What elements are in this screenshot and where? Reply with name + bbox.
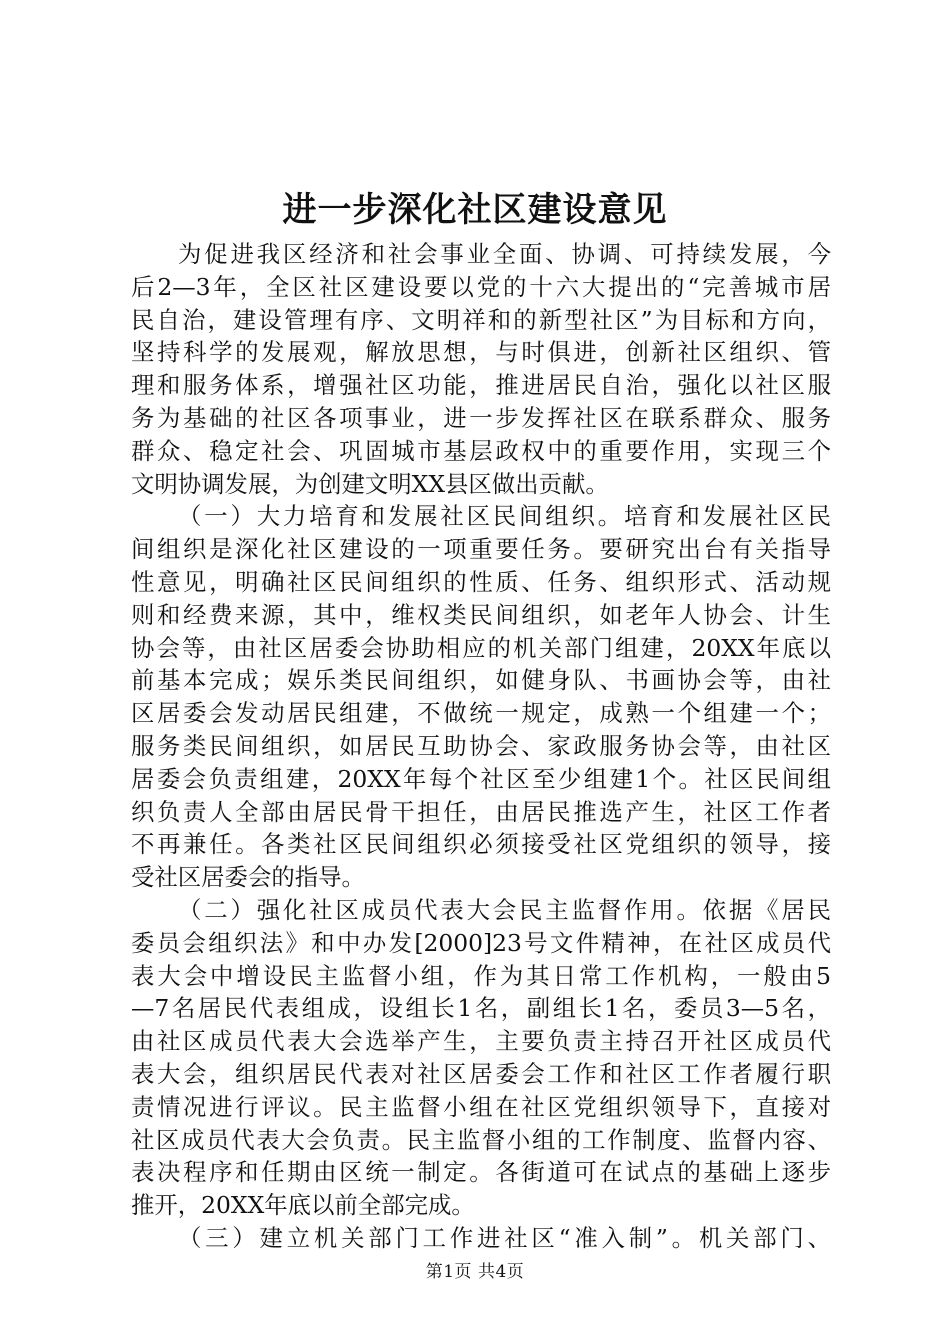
page-footer: 第1页 共4页: [425, 1262, 525, 1282]
text-line: 表大会中增设民主监督小组，作为其日常工作机构，一般由5: [131, 961, 831, 990]
text-line: 织负责人全部由居民骨干担任，由居民推选产生，社区工作者: [131, 797, 831, 826]
text-line: 文明协调发展，为创建文明XX县区做出贡献。: [131, 469, 609, 498]
paragraph-section-1: [131, 500, 831, 894]
text-line: 社区成员代表大会负责。民主监督小组的工作制度、监督内容、: [131, 1125, 831, 1154]
text-line: 间组织是深化社区建设的一项重要任务。要研究出台有关指导: [131, 535, 831, 564]
text-line: 表大会，组织居民代表对社区居委会工作和社区工作者履行职: [131, 1059, 831, 1088]
text-line: （一）大力培育和发展社区民间组织。培育和发展社区民: [178, 502, 831, 531]
text-line: 性意见，明确社区民间组织的性质、任务、组织形式、活动规: [131, 567, 831, 596]
text-line: 为促进我区经济和社会事业全面、协调、可持续发展，今: [178, 240, 831, 268]
text-line: 不再兼任。各类社区民间组织必须接受社区党组织的领导，接: [131, 830, 831, 859]
text-line: 协会等，由社区居委会协助相应的机关部门组建，20XX年底以: [131, 633, 831, 662]
text-line: 前基本完成；娱乐类民间组织，如健身队、书画协会等，由社: [131, 666, 831, 695]
text-line: （二）强化社区成员代表大会民主监督作用。依据《居民: [178, 895, 831, 924]
text-line: 居委会负责组建，20XX年每个社区至少组建1个。社区民间组: [131, 764, 831, 793]
paragraph-intro: [131, 238, 831, 500]
text-line: 务为基础的社区各项事业，进一步发挥社区在联系群众、服务: [131, 403, 831, 432]
text-line: （三）建立机关部门工作进社区“准入制”。机关部门、: [178, 1223, 831, 1252]
text-line: 推开，20XX年底以前全部完成。: [131, 1191, 475, 1220]
text-line: 区居委会发动居民组建，不做统一规定，成熟一个组建一个；: [131, 699, 831, 728]
text-line: 后2—3年，全区社区建设要以党的十六大提出的“完善城市居: [131, 272, 831, 301]
text-line: 民自治，建设管理有序、文明祥和的新型社区”为目标和方向，: [131, 305, 831, 334]
text-line: 受社区居委会的指导。: [131, 863, 365, 892]
text-line: 由社区成员代表大会选举产生，主要负责主持召开社区成员代: [131, 1027, 831, 1056]
text-line: 则和经费来源，其中，维权类民间组织，如老年人协会、计生: [131, 600, 831, 629]
text-line: 服务类民间组织，如居民互助协会、家政服务协会等，由社区: [131, 731, 831, 760]
text-line: 责情况进行评议。民主监督小组在社区党组织领导下，直接对: [131, 1092, 831, 1121]
text-line: 群众、稳定社会、巩固城市基层政权中的重要作用，实现三个: [131, 436, 831, 465]
text-line: 理和服务体系，增强社区功能，推进居民自治，强化以社区服: [131, 371, 831, 400]
paragraph-section-3: [131, 1222, 831, 1255]
text-line: —7名居民代表组成，设组长1名，副组长1名，委员3—5名，: [131, 994, 831, 1023]
text-line: 表决程序和任期由区统一制定。各街道可在试点的基础上逐步: [131, 1158, 831, 1187]
paragraph-section-2: [131, 894, 831, 1222]
document-title: 进一步深化社区建设意见: [282, 190, 668, 230]
document-body: [131, 238, 831, 1255]
text-line: 委员会组织法》和中办发[2000]23号文件精神，在社区成员代: [131, 928, 831, 957]
text-line: 坚持科学的发展观，解放思想，与时俱进，创新社区组织、管: [131, 338, 831, 367]
